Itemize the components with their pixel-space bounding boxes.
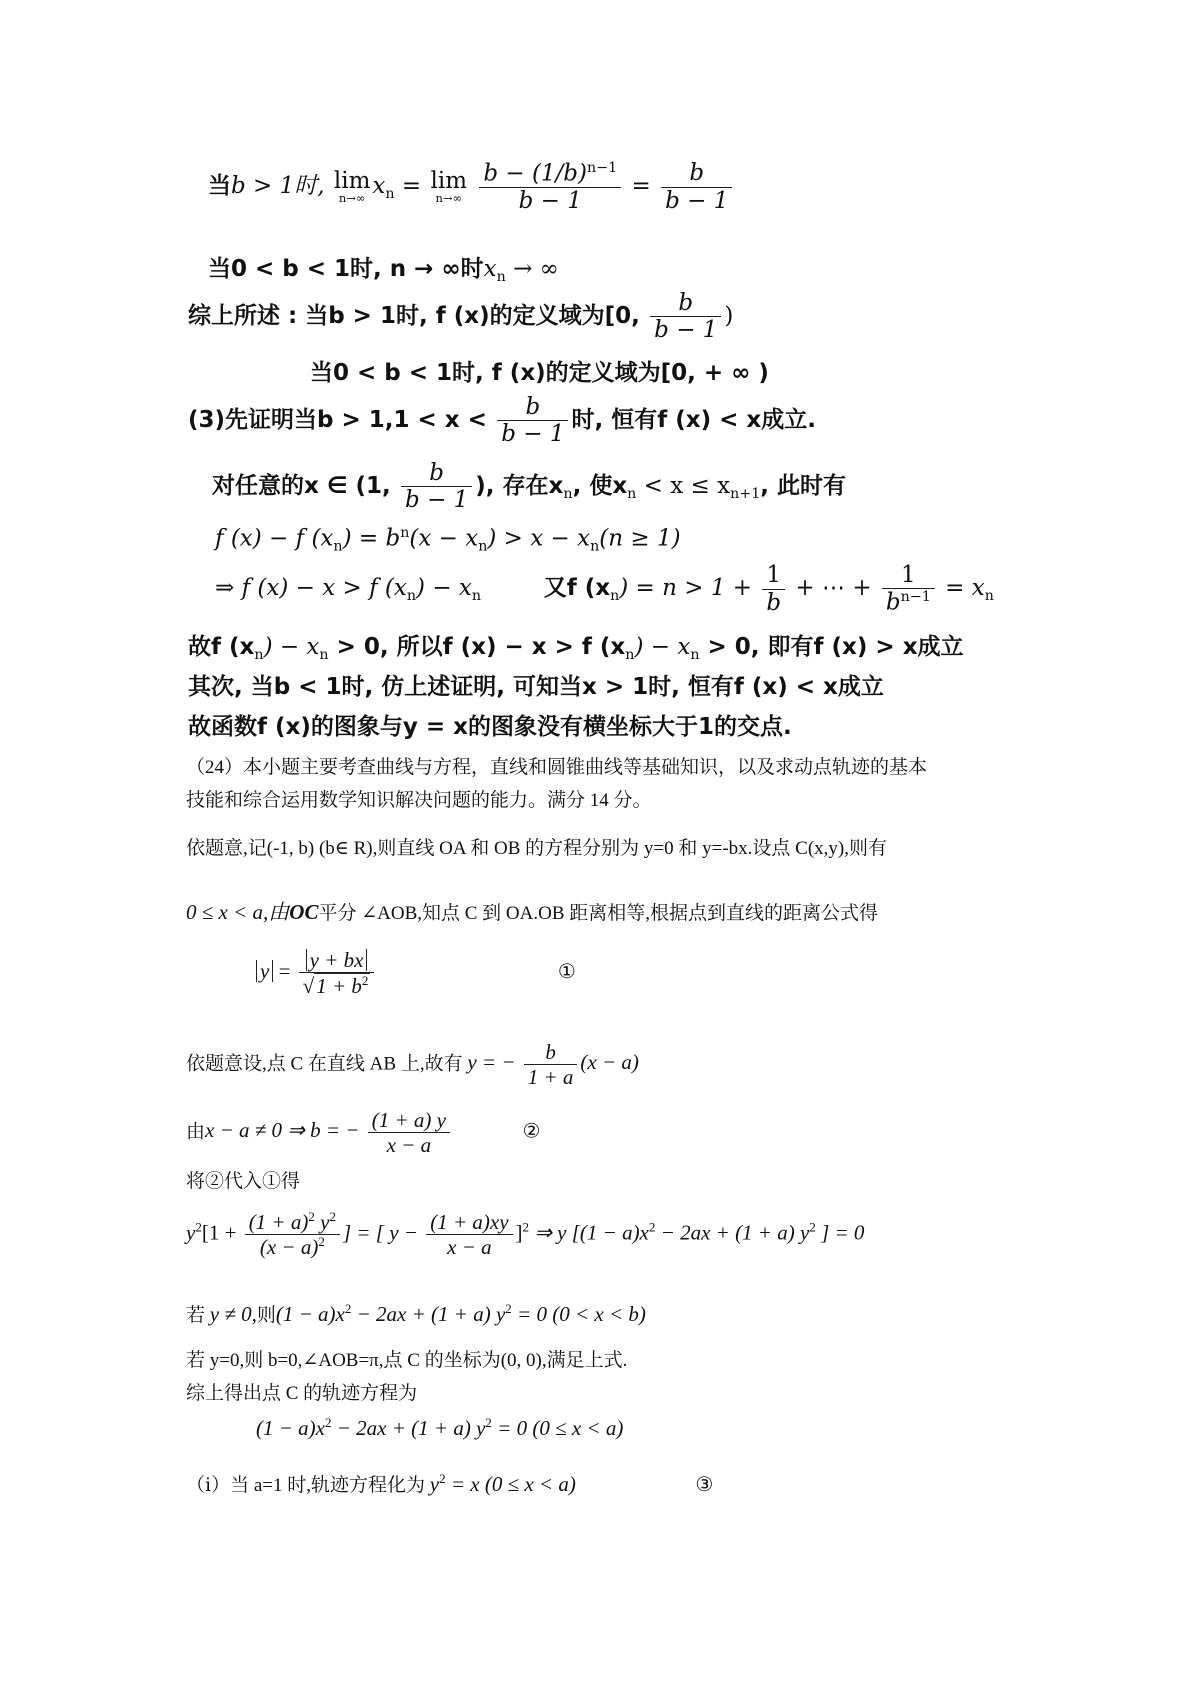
text: 其次, 当b < 1时, 仿上述证明, 可知当x > 1时, 恒有f (x) < x成立: [188, 674, 884, 700]
fraction: $\frac{b}{1 + a}$: [524, 1040, 578, 1089]
paragraph: [186, 785, 652, 812]
paragraph: [186, 1166, 300, 1193]
equation-tag: ②: [522, 1118, 541, 1143]
text: 对任意的x ∈ (1,: [212, 472, 391, 499]
text: n: [496, 268, 506, 285]
text: ) = n > 1 +: [619, 575, 753, 602]
fraction: $\frac{y + bx}{√1 + b^2}$: [299, 948, 375, 998]
text: ) > x − x: [487, 525, 591, 552]
text: 当: [208, 173, 231, 200]
text: 将②代入①得: [186, 1171, 301, 1192]
text: > 0, 所以f (x) − x > f (x: [328, 634, 626, 660]
text-line: [188, 394, 816, 448]
fraction: $\frac{b}{b - 1}$: [650, 290, 721, 344]
text: OC: [289, 900, 319, 924]
text: (n ≥ 1): [599, 525, 681, 552]
text: （ⅰ）当 a=1 时,轨迹方程化为: [186, 1475, 425, 1496]
text: (3)先证明当b > 1,1 < x <: [188, 406, 487, 433]
text: 时, 恒有f (x) < x成立.: [571, 406, 816, 433]
text: 依题意,记(-1, b) (b∈ R),则直线 OA 和 OB 的方程分别为 y=0 和 y=-bx.设点 C(x,y),则有: [186, 838, 887, 859]
paragraph: [186, 896, 878, 926]
text: 当0 < b < 1时, f (x)的定义域为[0, + ∞ ): [310, 360, 769, 386]
text: 技能和综合运用数学知识解决问题的能力。满分 14 分。: [186, 790, 652, 811]
paragraph: 若 y ≠ 0,则$(1 - a)x^2 - 2ax + (1 + a)$ $y^2 = 0$ (0 < x < b): [186, 1301, 646, 1326]
text: f (x) − f (x: [215, 525, 334, 552]
text: x: [372, 173, 386, 200]
text: ⇒ f (x) − x > f (x: [215, 575, 407, 602]
text: (x − x: [409, 525, 479, 552]
text: , 此时有: [760, 472, 847, 499]
fraction: $\frac{b}{b - 1}$: [661, 160, 732, 214]
fraction: $\frac{b}{b - 1}$: [401, 460, 472, 514]
paragraph: [186, 752, 927, 779]
text-line: [208, 250, 559, 285]
equation-1: y = $\frac{y + bx}{√1 + b^2}$ ①: [256, 948, 576, 998]
text: , 使x: [572, 472, 628, 499]
fraction: $\frac{1}{b}$: [762, 562, 785, 616]
text-line: f (x) − f $(x_n) = b^n(x - x_n) > x - x_n(n \ge 1)$: [215, 525, 681, 555]
text: n: [385, 186, 395, 203]
text: + ⋯ +: [795, 575, 872, 602]
text: 综上所述 : 当b > 1时, f (x)的定义域为[0,: [188, 302, 640, 329]
paragraph: [186, 833, 887, 860]
paragraph: [186, 1345, 627, 1372]
text: =: [631, 173, 651, 200]
text: ) − x: [416, 575, 472, 602]
paragraph: （ⅰ）当 a=1 时,轨迹方程化为 $y^2 = x$ (0 ≤ x < a) ③: [186, 1471, 714, 1496]
text: 故f (x: [188, 634, 255, 660]
text: x: [483, 256, 497, 282]
fraction: $\frac{1}{b^{n-1}}$: [882, 562, 935, 616]
text: =: [278, 958, 291, 983]
text-line: [188, 290, 733, 344]
text: =: [401, 173, 422, 200]
equation-tag: ③: [695, 1472, 714, 1496]
text: → ∞: [513, 256, 559, 282]
text-line: [310, 354, 769, 387]
text: ) = b: [342, 525, 401, 552]
text: ), 存在x: [475, 472, 564, 499]
text: < x ≤ x: [636, 472, 731, 499]
text-line: [188, 708, 792, 741]
paragraph: 由x − a ≠ 0 ⇒ b = − $\frac{(1 + a) y}{x - a}$ ②: [186, 1108, 541, 1158]
fraction: $\frac{(1 + a)xy}{x - a}$: [426, 1210, 512, 1259]
text: 故函数f (x)的图象与y = x的图象没有横坐标大于1的交点.: [188, 714, 792, 740]
text: 当0 < b < 1时, n → ∞时: [208, 256, 484, 282]
text: （24）本小题主要考查曲线与方程，直线和圆锥曲线等基础知识，以及求动点轨迹的基本: [186, 757, 928, 778]
fraction: $\frac{b}{b - 1}$: [497, 394, 568, 448]
text: b > 1时,: [231, 173, 325, 200]
text: 由: [186, 1121, 206, 1143]
equation-3: $y^2[1$ + $\frac{(1 + a)^2 y^2}{(x - a)^2}$ ] = [ y − $\frac{(1 + a)xy}{x - a}$ ]$^2$ ⇒ y [$(1 - a)x^2 - 2ax + (1 + a)$ $y^2$ ] = 0: [186, 1209, 865, 1260]
text: ) − x: [634, 634, 691, 660]
text-line: 故f $(x_n) - x_n > 0$, 所以f (x) − x > f $(x_n) - x_n > 0$, 即有f (x) > x成立: [188, 634, 964, 663]
text: 依题意设,点 C 在直线 AB 上,故有: [186, 1053, 463, 1075]
text: ) − x: [263, 634, 320, 660]
fraction: $\frac{b - (1/b)^{n-1}}{b - 1}$: [479, 160, 621, 214]
text-line: ⇒ f (x) − x > f $(x_n) - x_n$ 又f $(x_n) = n > 1$ + $\frac{1}{b}$ + ⋯ + $\frac{1}{b^{n-1}}$ = $x_n$: [215, 562, 994, 616]
text: > 0, 即有f (x) > x成立: [699, 634, 964, 660]
text: 若 y=0,则 b=0,∠AOB=π,点 C 的坐标为(0, 0),满足上式.: [186, 1350, 628, 1371]
text: 若: [186, 1305, 206, 1326]
text: 又f (x: [543, 575, 611, 602]
text: 0 ≤ x < a,由: [186, 900, 290, 924]
lim-operator: lim n→∞: [333, 167, 371, 205]
equation-tag: ①: [557, 958, 576, 983]
limit-line: [208, 160, 735, 214]
fraction: $\frac{(1 + a)^2 y^2}{(x - a)^2}$: [245, 1210, 340, 1259]
text-line: 对任意的x ∈ (1, $\frac{b}{b - 1}$ ), 存在$x_n$, 使$x_n < x \le x_{n+1}$, 此时有: [212, 460, 847, 514]
text: = x: [945, 575, 985, 602]
text: 则: [256, 1305, 276, 1326]
paragraph: [186, 1378, 417, 1405]
text: ): [724, 302, 734, 329]
fraction: $\frac{(1 + a) y}{x - a}$: [368, 1108, 450, 1157]
text: 平分 ∠AOB,知点 C 到 OA.OB 距离相等,根据点到直线的距离公式得: [318, 903, 879, 924]
lim-operator-2: lim n→∞: [430, 167, 468, 205]
text: 综上得出点 C 的轨迹方程为: [186, 1383, 418, 1404]
final-equation: $(1 - a)x^2 - 2ax + (1 + a)$ $y^2 = 0$ (0 ≤ x < a): [256, 1415, 624, 1440]
paragraph: 依题意设,点 C 在直线 AB 上,故有 y = − $\frac{b}{1 + a}$ (x − a): [186, 1040, 639, 1090]
text-line: [188, 668, 884, 701]
